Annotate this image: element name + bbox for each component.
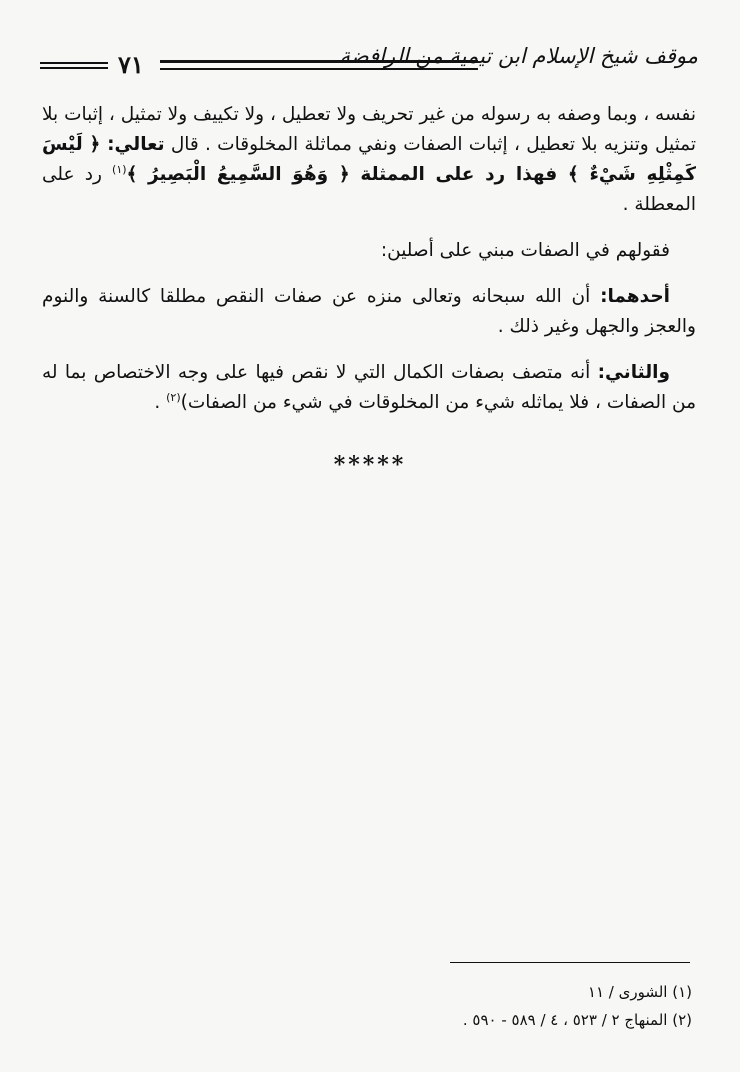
paragraph-3-label: أحدهما: xyxy=(600,286,670,307)
paragraph-1 xyxy=(42,100,696,220)
paragraph-4-label: والثاني: xyxy=(597,362,670,383)
paragraph-2-text: فقولهم في الصفات مبني على أصلين: xyxy=(380,240,670,261)
paragraph-3 xyxy=(42,282,696,342)
page-header xyxy=(40,40,698,86)
section-separator: ***** xyxy=(333,452,407,478)
page-number: ٧١ xyxy=(118,50,144,79)
paragraph-1-line-2: إثبات بلا تمثيل وتنزيه بلا تعطيل ، إثبات الصفات ونفي مماثلة المخلوقات . قال xyxy=(42,104,696,155)
header-rule-left xyxy=(40,62,108,69)
running-title: موقف شيخ الإسلام ابن تيمية من الرافضة xyxy=(339,44,698,68)
footnote-1: (١) الشورى / ١١ xyxy=(587,983,692,1001)
body-text xyxy=(42,100,696,418)
paragraph-2 xyxy=(42,236,696,266)
footnote-marker-2: (٢) xyxy=(166,390,181,404)
paragraph-4 xyxy=(42,358,696,418)
footnote-marker-1: (١) xyxy=(112,162,127,176)
paragraph-1-line-3-end: رد xyxy=(84,164,113,185)
paragraph-3-text: أن الله سبحانه وتعالى منزه عن صفات النقص مطلقا كالسنة والنوم والعجز والجهل وغير ذلك . xyxy=(42,286,696,337)
paragraph-1-line-1: نفسه ، وبما وصفه به رسوله من غير تحريف ولا تعطيل ، ولا تكييف ولا تمثيل ، xyxy=(108,104,696,125)
footnotes xyxy=(300,978,692,1034)
paragraph-4-end: . xyxy=(154,392,167,413)
paragraph-1-line-4: على المعطلة . xyxy=(42,164,696,215)
footnote-2: (٢) المنهاج ٢ / ٥٢٣ ، ٤ / ٥٨٩ - ٥٩٠ . xyxy=(462,1011,692,1029)
footnote-rule xyxy=(450,962,690,963)
paragraph-4-text: أنه متصف بصفات الكمال التي لا نقص فيها على وجه الاختصاص بما له من الصفات ، فلا يماثله شيء من المخلوقات في شيء من الصفات) xyxy=(42,362,696,413)
quran-verse-text: تعالي: ﴿ لَيْسَ كَمِثْلِهِ شَيْءٌ ﴾ فهذا رد على الممثلة ﴿ وَهُوَ السَّمِيعُ الْبَصِيرُ ﴾ xyxy=(42,134,696,185)
